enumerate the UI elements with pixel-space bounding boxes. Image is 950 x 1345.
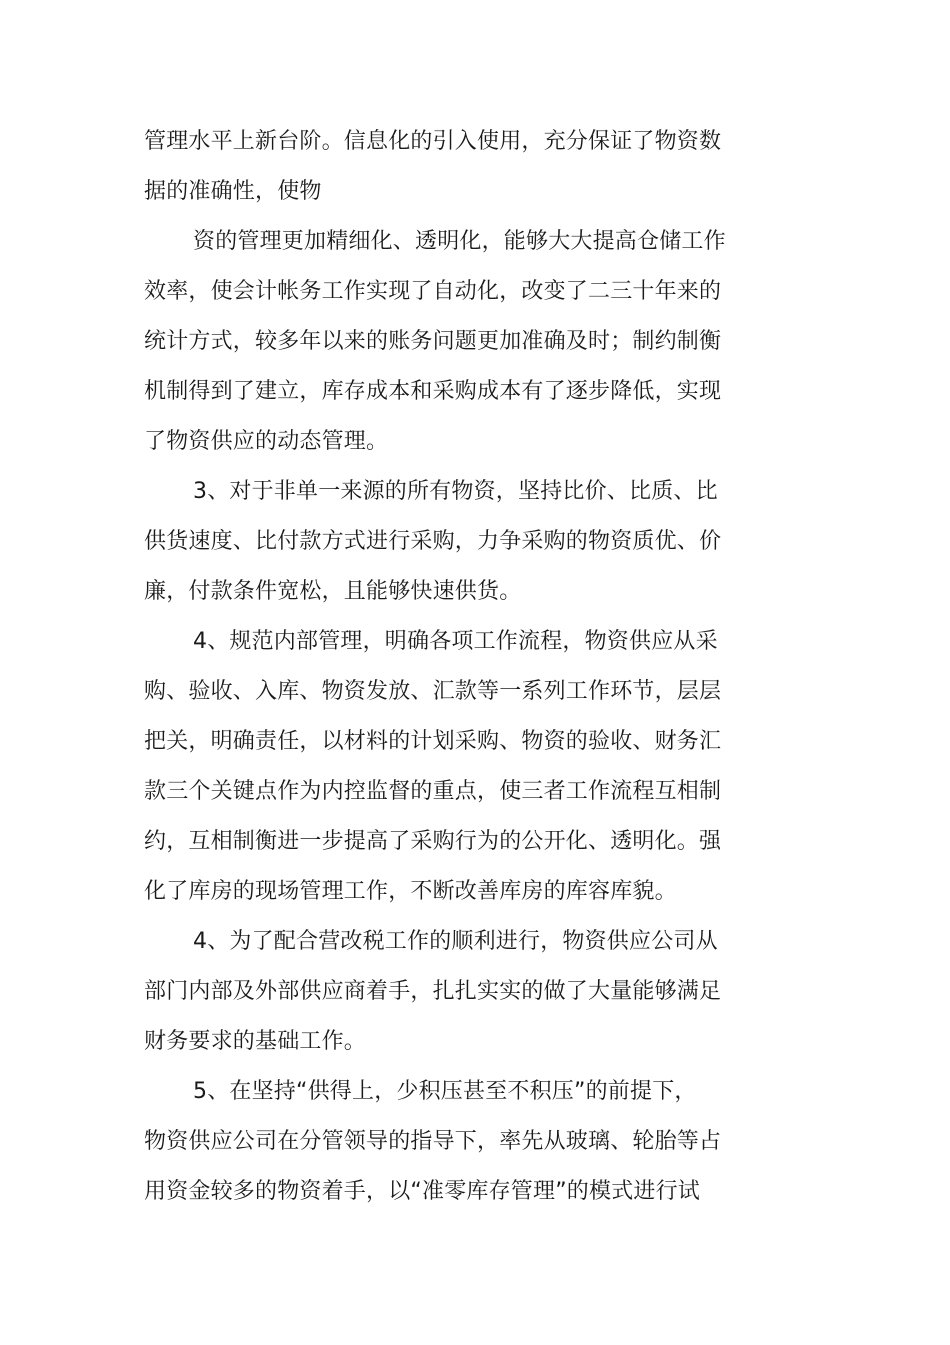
text-line-7: 了物资供应的动态管理。 — [144, 429, 389, 454]
text-line-4: 效率，使会计帐务工作实现了自动化，改变了二三十年来的 — [144, 279, 722, 304]
text-line-14: 款三个关键点作为内控监督的重点，使三者工作流程互相制 — [144, 779, 722, 804]
text-line-15: 约，互相制衡进一步提高了采购行为的公开化、透明化。强 — [144, 829, 722, 854]
text-line-13: 把关，明确责任，以材料的计划采购、物资的验收、财务汇 — [144, 729, 722, 754]
text-line-2: 据的准确性，使物 — [144, 179, 322, 204]
text-line-21: 物资供应公司在分管领导的指导下，率先从玻璃、轮胎等占 — [144, 1129, 722, 1154]
text-line-3: 资的管理更加精细化、透明化，能够大大提高仓储工作 — [193, 229, 726, 254]
text-line-17: 4、为了配合营改税工作的顺利进行，物资供应公司从 — [193, 929, 718, 954]
text-line-20: 5、在坚持“供得上，少积压甚至不积压”的前提下， — [193, 1079, 697, 1104]
text-line-19: 财务要求的基础工作。 — [144, 1029, 367, 1054]
text-line-5: 统计方式，较多年以来的账务问题更加准确及时；制约制衡 — [144, 329, 722, 354]
text-line-11: 4、规范内部管理，明确各项工作流程，物资供应从采 — [193, 629, 718, 654]
text-line-22: 用资金较多的物资着手，以“准零库存管理”的模式进行试 — [144, 1179, 700, 1204]
text-line-8: 3、对于非单一来源的所有物资，坚持比价、比质、比 — [193, 479, 718, 504]
text-line-1: 管理水平上新台阶。信息化的引入使用，充分保证了物资数 — [144, 129, 722, 154]
text-line-18: 部门内部及外部供应商着手，扎扎实实的做了大量能够满足 — [144, 979, 722, 1004]
text-line-16: 化了库房的现场管理工作，不断改善库房的库容库貌。 — [144, 879, 677, 904]
text-line-9: 供货速度、比付款方式进行采购，力争采购的物资质优、价 — [144, 529, 722, 554]
text-line-10: 廉，付款条件宽松，且能够快速供货。 — [144, 579, 522, 604]
text-line-6: 机制得到了建立，库存成本和采购成本有了逐步降低，实现 — [144, 379, 722, 404]
text-line-12: 购、验收、入库、物资发放、汇款等一系列工作环节，层层 — [144, 679, 722, 704]
